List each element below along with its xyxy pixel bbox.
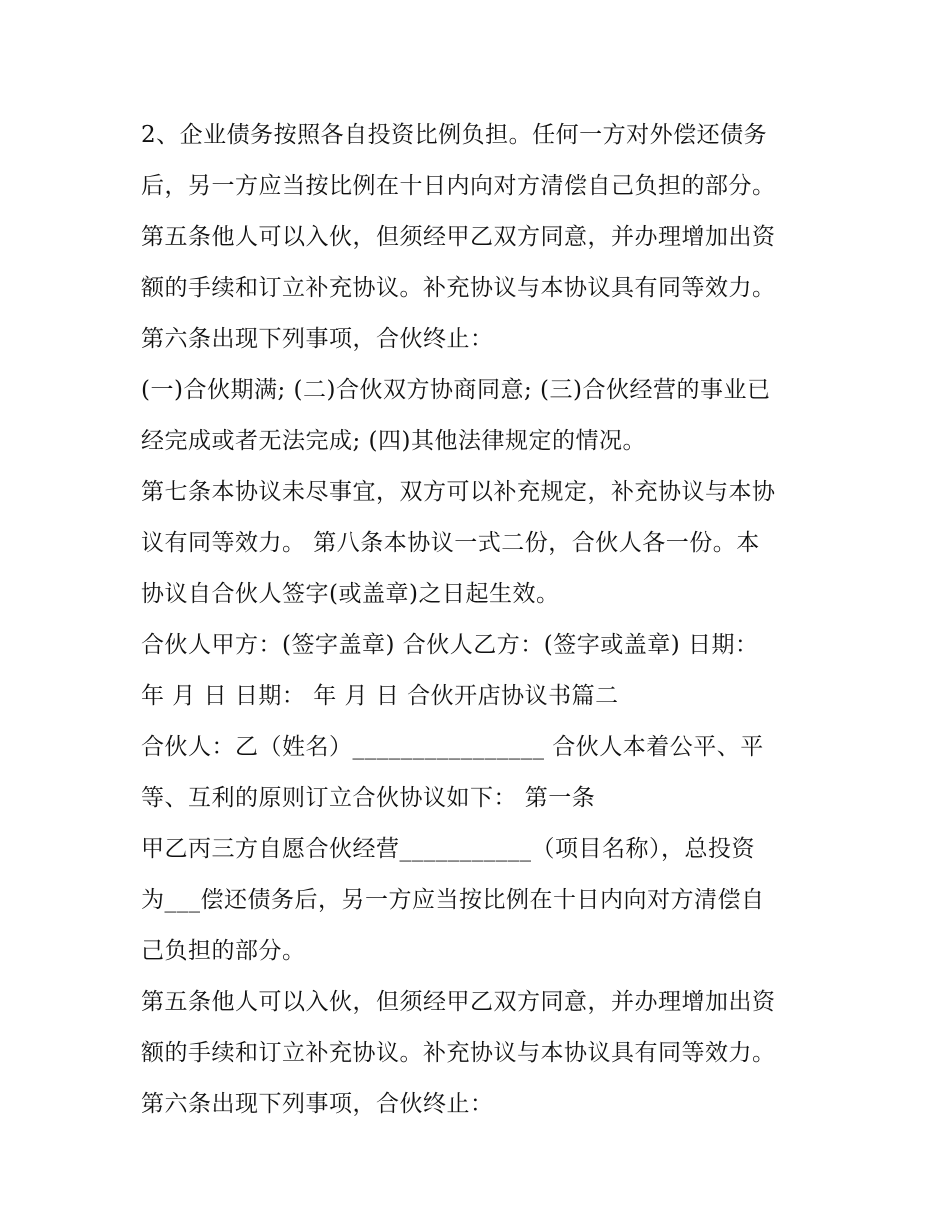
text-line: 为___偿还债务后，另一方应当按比例在十日内向对方清偿自 [141, 887, 765, 913]
text-line: 第六条出现下列事项，合伙终止： [141, 1091, 494, 1117]
text-line: 议有同等效力。 第八条本协议一式二份，合伙人各一份。本 [141, 530, 760, 556]
text-line: 2、企业债务按照各自投资比例负担。任何一方对外偿还债务 [141, 122, 768, 148]
text-line: 等、互利的原则订立合伙协议如下： 第一条 [141, 785, 596, 811]
text-line: 第七条本协议未尽事宜，双方可以补充规定，补充协议与本协 [141, 479, 776, 505]
text-line: 经完成或者无法完成; (四)其他法律规定的情况。 [141, 428, 647, 454]
text-line: 后，另一方应当按比例在十日内向对方清偿自己负担的部分。 [141, 173, 776, 199]
text-line: 合伙人：乙（姓名）________________ 合伙人本着公平、平 [141, 734, 764, 760]
document-body [141, 110, 841, 1130]
text-line: 第五条他人可以入伙，但须经甲乙双方同意，并办理增加出资 [141, 224, 776, 250]
text-line: (一)合伙期满; (二)合伙双方协商同意; (三)合伙经营的事业已 [141, 377, 771, 403]
text-line: 第五条他人可以入伙，但须经甲乙双方同意，并办理增加出资 [141, 989, 776, 1015]
text-line: 第六条出现下列事项，合伙终止： [141, 326, 494, 352]
text-line: 协议自合伙人签字(或盖章)之日起生效。 [141, 581, 560, 607]
text-line: 甲乙丙三方自愿合伙经营___________（项目名称），总投资 [141, 836, 755, 862]
text-line: 合伙人甲方：(签字盖章) 合伙人乙方：(签字或盖章) 日期： [141, 632, 759, 658]
text-line: 额的手续和订立补充协议。补充协议与本协议具有同等效力。 [141, 275, 776, 301]
text-line: 额的手续和订立补充协议。补充协议与本协议具有同等效力。 [141, 1040, 776, 1066]
text-line: 己负担的部分。 [141, 938, 306, 964]
text-line: 年 月 日 日期： 年 月 日 合伙开店协议书篇二 [141, 683, 619, 709]
